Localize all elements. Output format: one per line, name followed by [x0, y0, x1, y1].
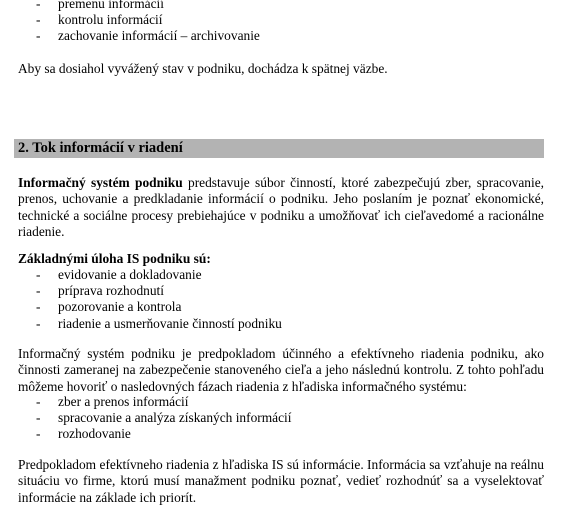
bullet-dash: -	[36, 394, 41, 409]
bullet-dash: -	[36, 28, 41, 44]
bullet-dash: -	[36, 426, 41, 442]
bullet-dash: -	[36, 410, 41, 426]
bullet-dash: -	[36, 0, 41, 11]
section-heading-bar	[14, 139, 544, 158]
information-paragraph: Predpokladom efektívneho riadenia z hľadiska IS sú informácie. Informácia sa vzťahuje na reálnu situáciu vo firme, ktorú musí manažment podniku poznať, vedieť rozhodnúť sa a vyselektovať informácie na základe ich priorít.	[18, 457, 544, 505]
section-heading: 2. Tok informácií v riadení	[18, 140, 183, 156]
tasks-list	[18, 267, 282, 332]
bullet-dash: -	[36, 299, 41, 315]
list-item: - spracovanie a analýza získaných informácií	[36, 410, 292, 426]
is-definition-paragraph	[18, 175, 544, 241]
bullet-dash: -	[36, 283, 41, 299]
phases-list	[18, 394, 291, 443]
is-term: Informačný systém podniku	[18, 175, 183, 190]
list-item: - zber a prenos informácií	[36, 394, 189, 409]
bullet-dash: -	[36, 267, 41, 282]
top-bullet-list	[18, 0, 260, 45]
balance-paragraph: Aby sa dosiahol vyvážený stav v podniku, dochádza k spätnej väzbe.	[18, 61, 388, 76]
list-item: - príprava rozhodnutí	[36, 283, 164, 299]
list-item: - zachovanie informácií – archivovanie	[36, 28, 260, 44]
list-item: - premenu informácií	[18, 0, 260, 12]
list-item: - riadenie a usmerňovanie činností podniku	[36, 315, 282, 331]
list-item: - rozhodovanie	[36, 426, 131, 442]
tasks-heading: Základnými úloha IS podniku sú:	[18, 251, 211, 266]
list-item: - pozorovanie a kontrola	[36, 299, 182, 315]
bullet-dash: -	[36, 12, 41, 28]
list-item: - evidovanie a dokladovanie	[36, 267, 202, 282]
bullet-dash: -	[36, 315, 41, 331]
is-definition-text: predstavuje súbor činností, ktoré zabezpečujú zber, spracovanie, prenos, uchovanie a predkladanie informácií o podniku. Jeho poslaním je poznať ekonomické, technické a sociálne procesy prebiehajúce v podniku a umožňovať ich cieľavedomé a racionálne riadenie.	[18, 175, 544, 240]
prerequisite-paragraph: Informačný systém podniku je predpokladom účinného a efektívneho riadenia podniku, ako činnosti zameranej na zabezpečenie stanoveného cieľa a jeho následnú kontrolu. Z tohto pohľadu môžeme hovoriť o nasledovných fázach riadenia z hľadiska informačného systému:	[18, 346, 544, 394]
list-item: - kontrolu informácií	[36, 12, 163, 28]
